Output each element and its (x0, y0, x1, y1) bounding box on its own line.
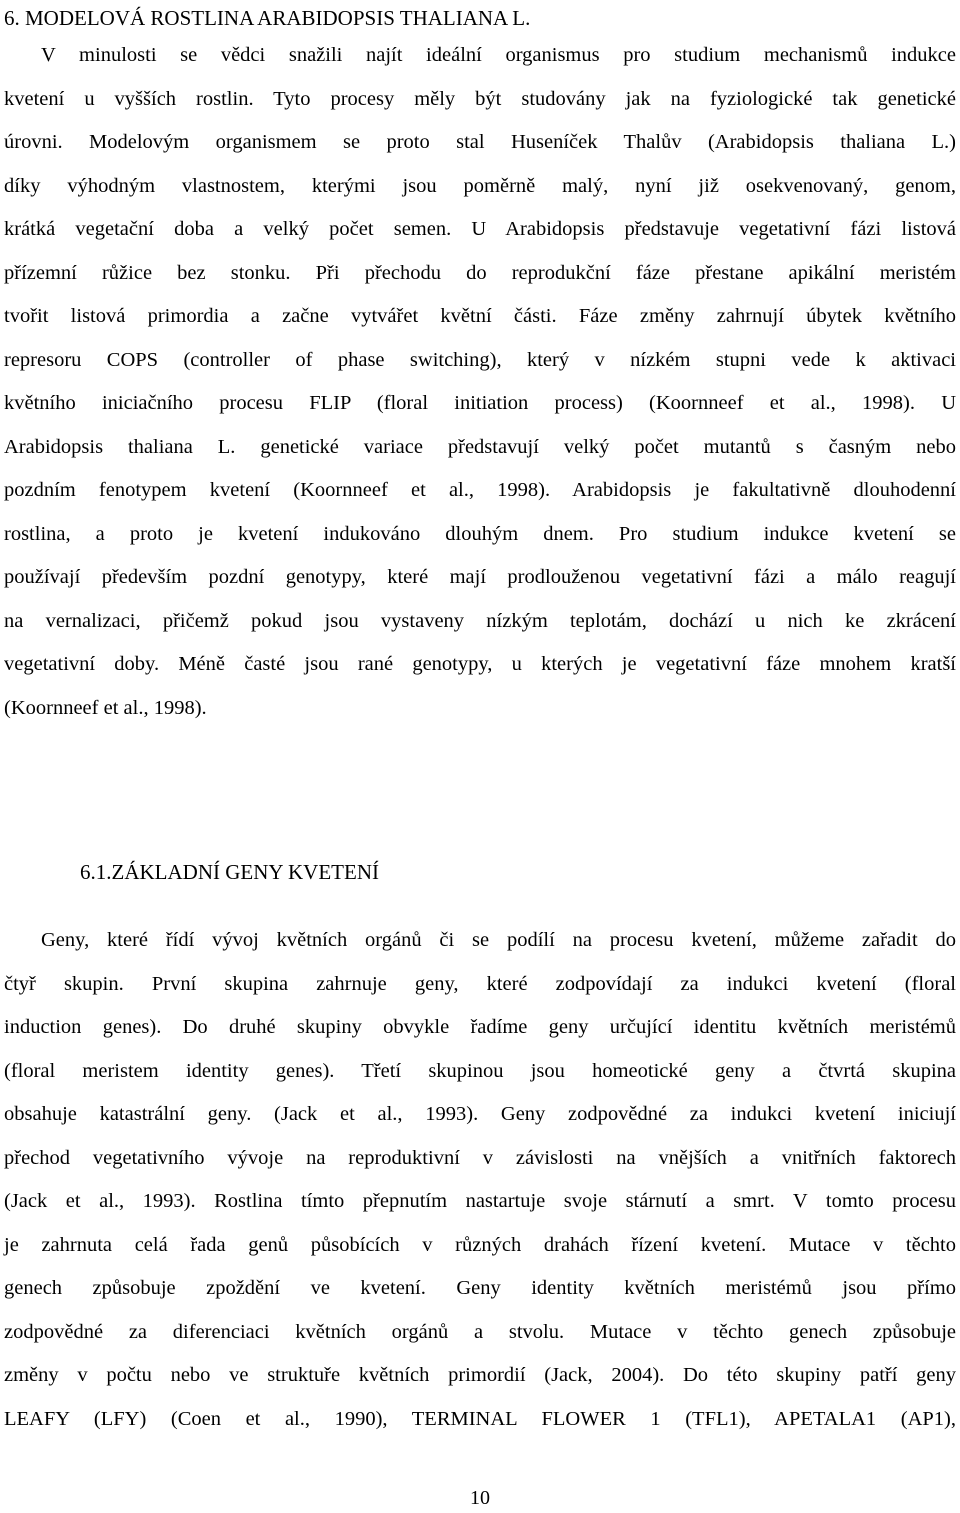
section-heading: 6. MODELOVÁ ROSTLINA ARABIDOPSIS THALIANA L. (4, 6, 531, 30)
paragraph-line: pozdním fenotypem kvetení (Koornneef et al., 1998). Arabidopsis je fakultativně dlouhodenní (4, 479, 956, 501)
paragraph-line: Arabidopsis thaliana L. genetické variace představují velký počet mutantů s časným nebo (4, 435, 956, 458)
paragraph-line: květního iniciačního procesu FLIP (floral initiation process) (Koornneef et al., 1998). U (4, 392, 956, 414)
paragraph-line: díky výhodným vlastnostem, kterými jsou poměrně malý, nyní již osekvenovaný, genom, (4, 174, 956, 197)
paragraph-line: LEAFY (LFY) (Coen et al., 1990), TERMINAL FLOWER 1 (TFL1), APETALA1 (AP1), (4, 1407, 956, 1430)
paragraph-line: tvořit listová primordia a začne vytvářet květní části. Fáze změny zahrnují úbytek květního (4, 305, 956, 327)
paragraph-line: Geny, které řídí vývoj květních orgánů či se podílí na procesu kvetení, můžeme zařadit do (41, 929, 956, 951)
paragraph-line: zodpovědné za diferenciaci květních orgánů a stvolu. Mutace v těchto genech způsobuje (4, 1320, 956, 1343)
subsection-heading: 6.1.ZÁKLADNÍ GENY KVETENÍ (80, 860, 379, 884)
paragraph-line: obsahuje katastrální geny. (Jack et al., 1993). Geny zodpovědné za indukci kvetení iniciují (4, 1103, 956, 1125)
paragraph-line: (floral meristem identity genes). Třetí skupinou jsou homeotické geny a čtvrtá skupina (4, 1059, 956, 1082)
paragraph-line: kvetení u vyšších rostlin. Tyto procesy měly být studovány jak na fyziologické tak genetické (4, 87, 956, 110)
paragraph-line: čtyř skupin. První skupina zahrnuje geny, které zodpovídají za indukci kvetení (floral (4, 972, 956, 995)
page-number: 10 (470, 1487, 490, 1509)
paragraph-line: krátká vegetační doba a velký počet semen. U Arabidopsis představuje vegetativní fázi listová (4, 218, 956, 240)
paragraph-line: (Koornneef et al., 1998). (4, 696, 207, 719)
paragraph-line: represoru COPS (controller of phase switching), který v nízkém stupni vede k aktivaci (4, 348, 956, 371)
paragraph-line: přechod vegetativního vývoje na reproduktivní v závislosti na vnějších a vnitřních faktorech (4, 1146, 956, 1169)
paragraph-line: změny v počtu nebo ve struktuře květních primordií (Jack, 2004). Do této skupiny patří geny (4, 1364, 956, 1386)
paragraph-line: vegetativní doby. Méně časté jsou rané genotypy, u kterých je vegetativní fáze mnohem kratší (4, 653, 956, 675)
subsection-paragraph (4, 919, 956, 1441)
paragraph-line: (Jack et al., 1993). Rostlina tímto přepnutím nastartuje svoje stárnutí a smrt. V tomto procesu (4, 1190, 956, 1212)
paragraph-line: rostlina, a proto je kvetení indukováno dlouhým dnem. Pro studium indukce kvetení se (4, 522, 956, 545)
paragraph-line: používají především pozdní genotypy, které mají prodlouženou vegetativní fázi a málo reagují (4, 566, 956, 588)
paragraph-line: V minulosti se vědci snažili najít ideální organismus pro studium mechanismů indukce (41, 44, 956, 66)
paragraph-line: na vernalizaci, přičemž pokud jsou vystaveny nízkým teplotám, dochází u nich ke zkrácení (4, 609, 956, 632)
paragraph-line: je zahrnuta celá řada genů působících v různých drahách řízení kvetení. Mutace v těchto (4, 1233, 956, 1256)
section-paragraph (4, 34, 956, 730)
paragraph-line: přízemní růžice bez stonku. Při přechodu do reprodukční fáze přestane apikální meristém (4, 261, 956, 284)
paragraph-line: genech způsobuje zpoždění ve kvetení. Geny identity květních meristémů jsou přímo (4, 1277, 956, 1299)
paragraph-line: induction genes). Do druhé skupiny obvykle řadíme geny určující identitu květních meristémů (4, 1016, 956, 1038)
paragraph-line: úrovni. Modelovým organismem se proto stal Huseníček Thalův (Arabidopsis thaliana L.) (4, 131, 956, 153)
